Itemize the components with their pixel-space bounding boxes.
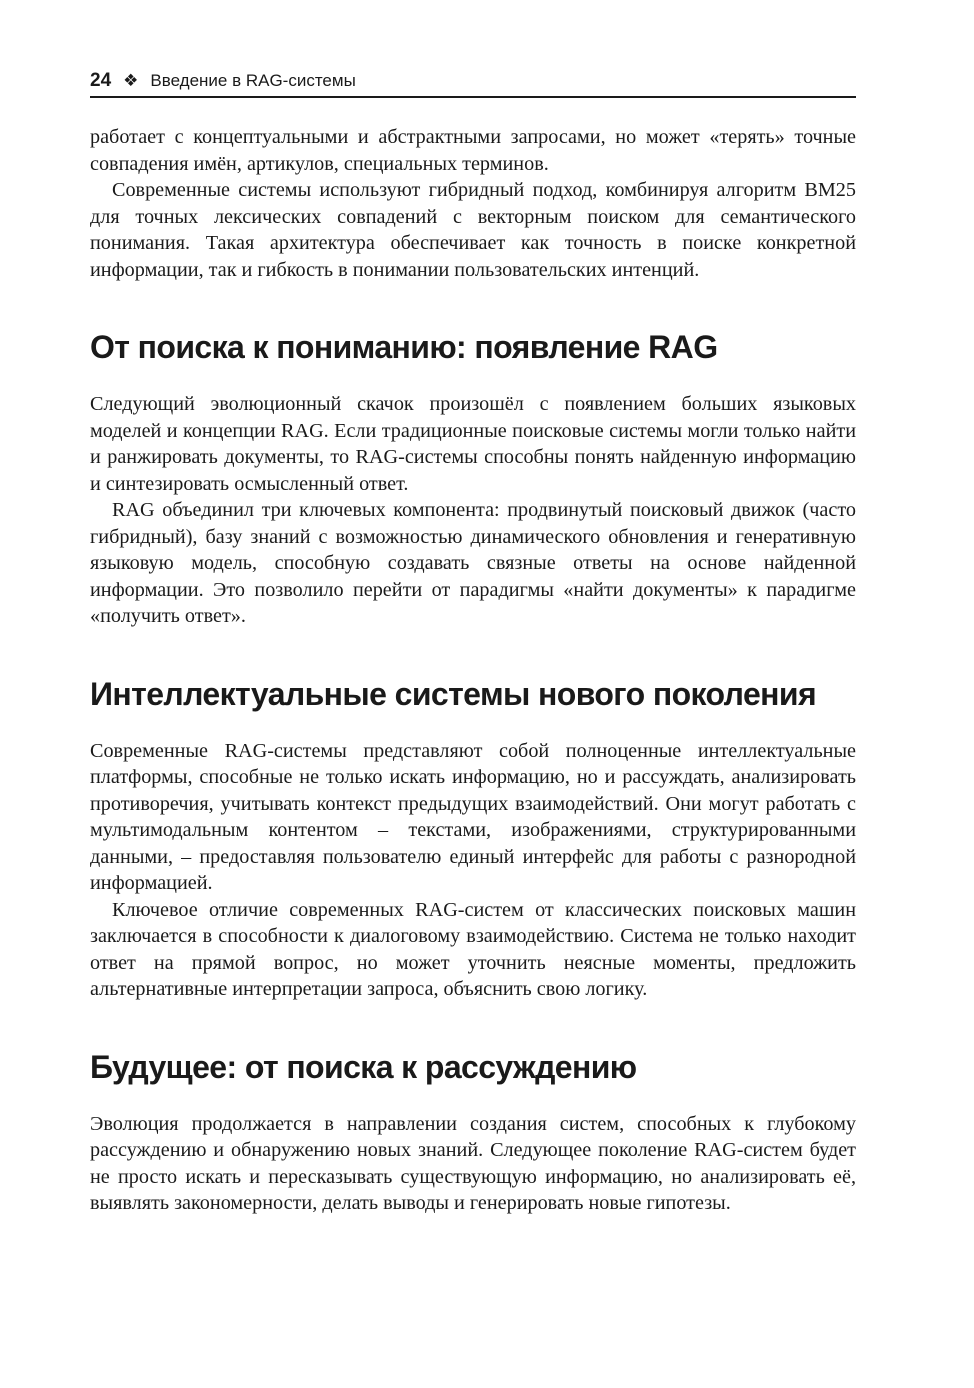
paragraph: RAG объединил три ключевых компонента: продвинутый поисковый движок (часто гибридный), базу знаний с возможностью динамического обновления и генеративную языковую модель, способную создавать связные ответы на основе найденной информации. Это позволило перейти от парадигмы «найти документы» к парадигме «получить ответ». [90, 499, 856, 627]
paragraph: Следующий эволюционный скачок произошёл с появлением больших языковых моделей и концепции RAG. Если традиционные поисковые системы могли только найти и ранжировать документы, то RAG-системы способны понять найденную информацию и синтезировать осмысленный ответ. [90, 393, 856, 495]
paragraph: Ключевое отличие современных RAG-систем от классических поисковых машин заключается в способности к диалоговому взаимодействию. Система не только находит ответ на прямой вопрос, но может уточнить неясные моменты, предложить альтернативные интерпретации запроса, объяснить свою логику. [90, 898, 856, 1000]
section [90, 674, 856, 1003]
section [90, 1047, 856, 1217]
section-heading: Будущее: от поиска к рассуждению [90, 1048, 637, 1085]
paragraph: Эволюция продолжается в направлении создания систем, способных к глубокому рассуждению и обнаружению новых знаний. Следующее поколение RAG-систем будет не просто искать и пересказывать существующую информацию, но анализировать её, выявлять закономерности, делать выводы и генерировать новые гипотезы. [90, 1112, 856, 1214]
ornament-icon: ❖ [123, 71, 139, 90]
paragraph: работает с концептуальными и абстрактными запросами, но может «терять» точные совпадения имён, артикулов, специальных терминов. [90, 126, 856, 175]
intro-block [90, 124, 856, 283]
section-heading: Интеллектуальные системы нового поколения [90, 675, 817, 712]
book-page [90, 68, 856, 1217]
section-heading: От поиска к пониманию: появление RAG [90, 329, 718, 365]
section [90, 327, 856, 630]
running-header [90, 68, 856, 98]
paragraph: Современные RAG-системы представляют собой полноценные интеллектуальные платформы, способные не только искать информацию, но и рассуждать, анализировать противоречия, учитывать контекст предыдущих взаимодействий. Они могут работать с мультимодальным контентом – текстами, изображениями, структурированными данными, – предоставляя пользователю единый интерфейс для работы с разнородной информацией. [90, 739, 856, 894]
page-number: 24 [90, 70, 112, 91]
paragraph: Современные системы используют гибридный подход, комбинируя алгоритм BM25 для точных лексических совпадений с векторным поиском для семантического понимания. Такая архитектура обеспечивает как точность в поиске конкретной информации, так и гибкость в понимании пользовательских интенций. [90, 179, 856, 281]
running-header-title: Введение в RAG-системы [150, 71, 356, 90]
